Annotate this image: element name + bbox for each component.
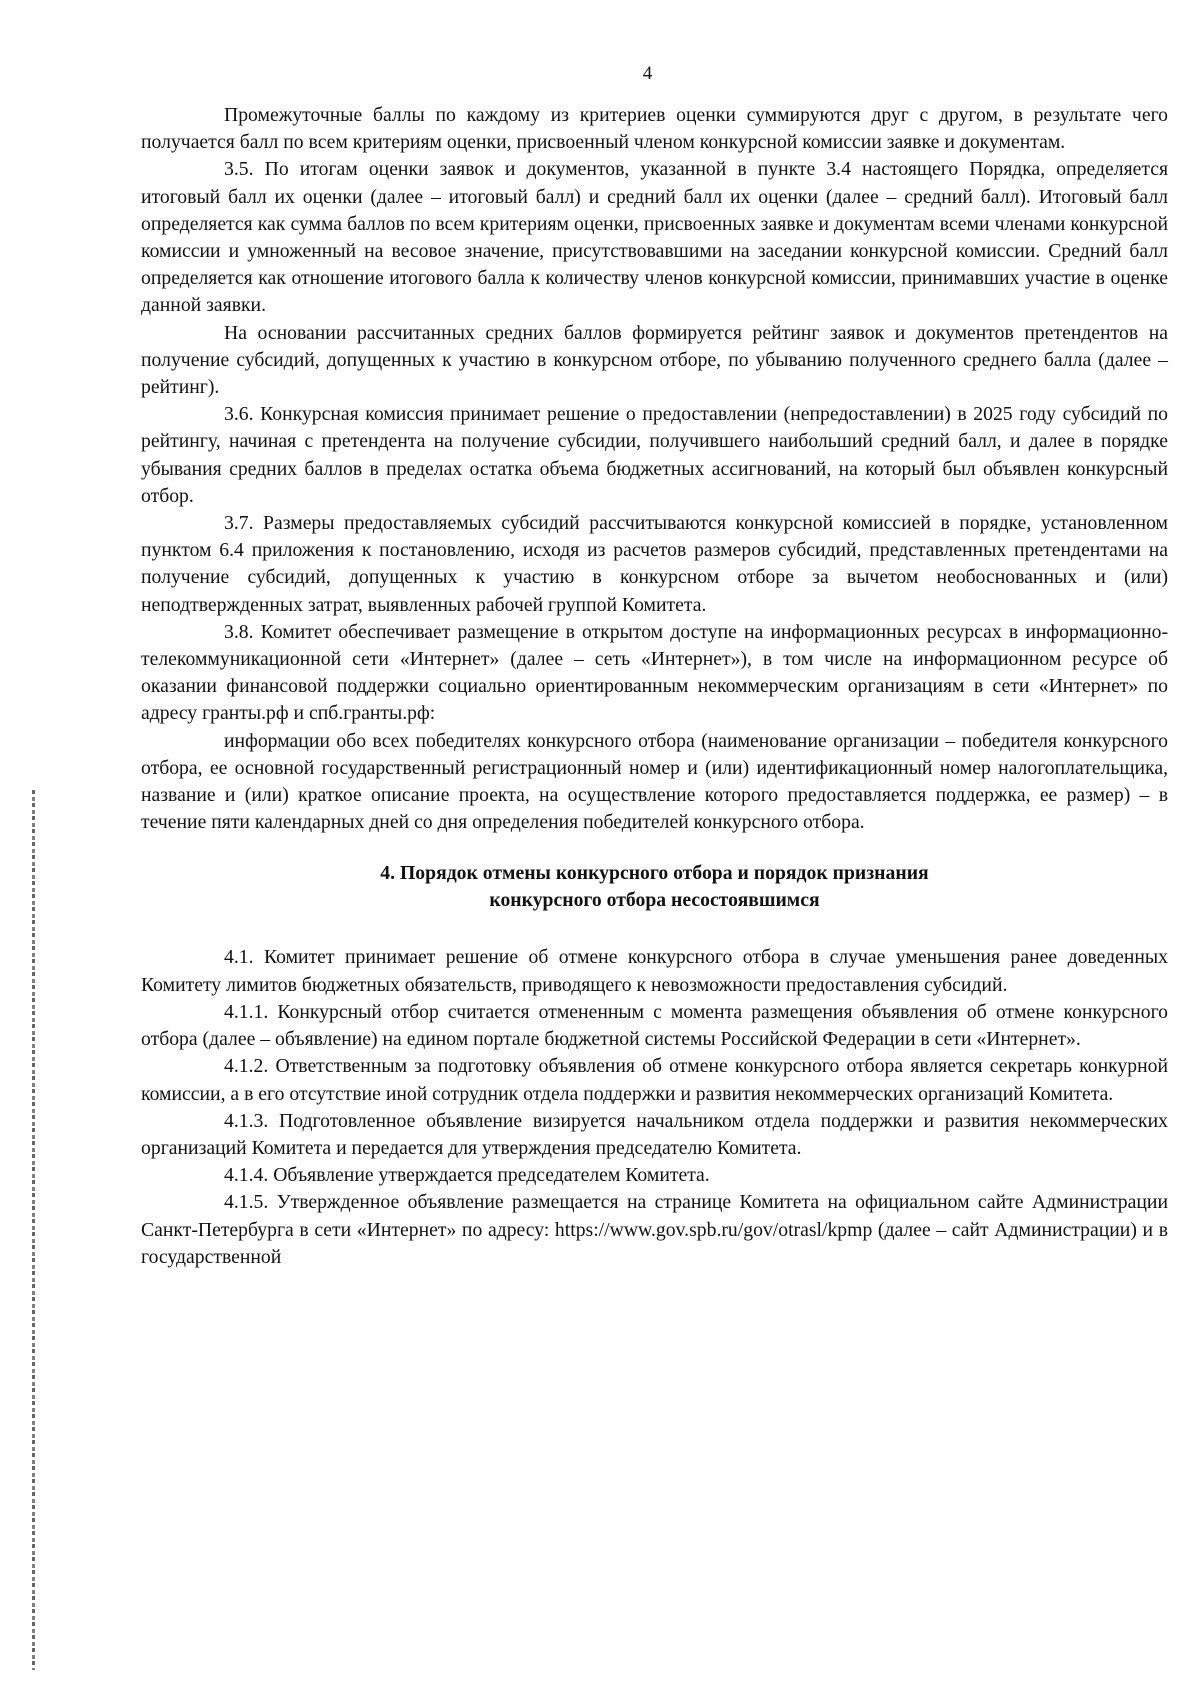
- paragraph-3-6: 3.6. Конкурсная комиссия принимает решение о предоставлении (непредоставлении) в 2025 году субсидий по рейтингу, начиная с претендента на получение субсидии, получившего наибольший средний балл, и далее в порядке убывания средних баллов в пределах остатка объема бюджетных ассигнований, на который был объявлен конкурсный отбор.: [141, 403, 1168, 507]
- section-4-heading: [141, 860, 1168, 914]
- paragraph-3-8: 3.8. Комитет обеспечивает размещение в открытом доступе на информационных ресурсах в информационно-телекоммуникационной сети «Интернет» (далее – сеть «Интернет»), в том числе на информационном ресурсе об оказании финансовой поддержки социально ориентированным некоммерческим организациям в сети «Интернет» по адресу гранты.рф и спб.гранты.рф:: [141, 620, 1168, 725]
- paragraph-winners-info: информации обо всех победителях конкурсного отбора (наименование организации – победителя конкурсного отбора, ее основной государственный регистрационный номер и (или) идентификационный номер налогоплательщика, название и (или) краткое описание проекта, на осуществление которого предоставляется поддержка, ее размер) – в течение пяти календарных дней со дня определения победителей конкурсного отбора.: [141, 729, 1168, 834]
- section-4-heading-line2: конкурсного отбора несостоявшимся: [489, 889, 820, 912]
- paragraph-4-1-3: 4.1.3. Подготовленное объявление визируется начальником отдела поддержки и развития некоммерческих организаций Комитета и передается для утверждения председателю Комитета.: [141, 1109, 1168, 1159]
- paragraph-intermediate-scores: Промежуточные баллы по каждому из критериев оценки суммируются друг с другом, в результате чего получается балл по всем критериям оценки, присвоенный членом конкурсной комиссии заявке и документам.: [141, 104, 1168, 154]
- paragraph-4-1-4: 4.1.4. Объявление утверждается председателем Комитета.: [224, 1164, 710, 1187]
- paragraph-rating: На основании рассчитанных средних баллов формируется рейтинг заявок и документов претендентов на получение субсидий, допущенных к участию в конкурсном отборе, по убыванию полученного среднего балла (далее – рейтинг).: [141, 321, 1168, 399]
- paragraph-3-5: 3.5. По итогам оценки заявок и документов, указанной в пункте 3.4 настоящего Порядка, определяется итоговый балл их оценки (далее – итоговый балл) и средний балл их оценки (далее – средний балл). Итоговый балл определяется как сумма баллов по всем критериям оценки, присвоенных заявке и документам всеми членами конкурсной комиссии и умноженный на весовое значение, присутствовавшими на заседании конкурсной комиссии. Средний балл определяется как отношение итогового балла к количеству членов конкурсной комиссии, принимавших участие в оценке данной заявки.: [141, 158, 1168, 317]
- paragraph-4-1: 4.1. Комитет принимает решение об отмене конкурсного отбора в случае уменьшения ранее доведенных Комитету лимитов бюджетных обязательств, приводящего к невозможности предоставления субсидий.: [141, 946, 1168, 996]
- paragraph-4-1-5: 4.1.5. Утвержденное объявление размещается на странице Комитета на официальном сайте Администрации Санкт-Петербурга в сети «Интернет» по адресу: https://www.gov.spb.ru/gov/otrasl/kpmp (далее – сайт Администрации) и в государственной: [141, 1191, 1168, 1268]
- section-4-heading-line1: 4. Порядок отмены конкурсного отбора и порядок признания: [380, 862, 929, 885]
- scan-edge-artifact: [32, 790, 35, 1670]
- paragraph-4-1-2: 4.1.2. Ответственным за подготовку объявления об отмене конкурсного отбора является секретарь конкурной комиссии, а в его отсутствие иной сотрудник отдела поддержки и развития некоммерческих организаций Комитета.: [141, 1055, 1168, 1105]
- page-number: 4: [642, 63, 653, 84]
- paragraph-4-1-1: 4.1.1. Конкурсный отбор считается отмененным с момента размещения объявления об отмене конкурсного отбора (далее – объявление) на едином портале бюджетной системы Российской Федерации в сети «Интернет».: [141, 1000, 1168, 1051]
- paragraph-3-7: 3.7. Размеры предоставляемых субсидий рассчитываются конкурсной комиссией в порядке, установленном пунктом 6.4 приложения к постановлению, исходя из расчетов размеров субсидий, представленных претендентами на получение субсидий, допущенных к участию в конкурсном отборе за вычетом необоснованных и (или) неподтвержденных затрат, выявленных рабочей группой Комитета.: [141, 512, 1168, 616]
